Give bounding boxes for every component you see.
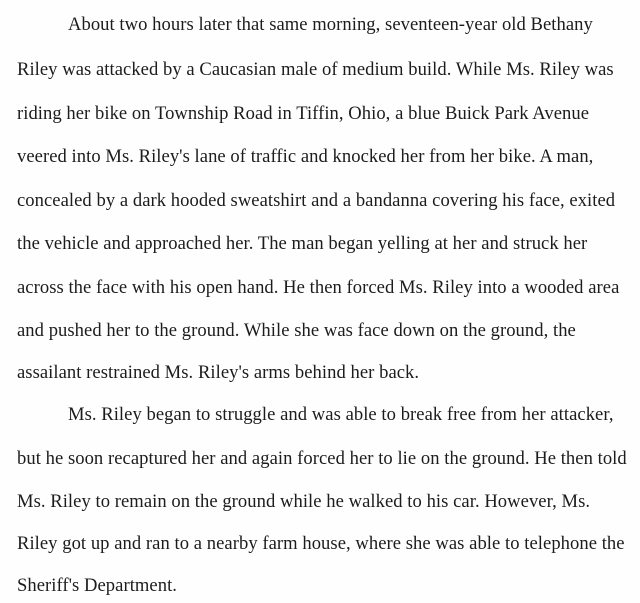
text-line: Sheriff's Department. — [17, 575, 177, 596]
text-line: veered into Ms. Riley's lane of traffic and knocked her from her bike. A man, — [17, 146, 594, 167]
text-line: and pushed her to the ground. While she was face down on the ground, the — [17, 320, 576, 341]
text-line: Riley got up and ran to a nearby farm house, where she was able to telephone the — [17, 533, 625, 554]
text-line: riding her bike on Township Road in Tiffin, Ohio, a blue Buick Park Avenue — [17, 103, 590, 124]
text-line: but he soon recaptured her and again forced her to lie on the ground. He then told — [17, 448, 627, 469]
text-line: concealed by a dark hooded sweatshirt and a bandanna covering his face, exited — [17, 190, 616, 211]
text-line: Ms. Riley to remain on the ground while he walked to his car. However, Ms. — [17, 491, 591, 512]
text-line: assailant restrained Ms. Riley's arms behind her back. — [17, 362, 420, 383]
text-line: across the face with his open hand. He then forced Ms. Riley into a wooded area — [17, 277, 620, 298]
text-line: the vehicle and approached her. The man began yelling at her and struck her — [17, 233, 588, 254]
text-line: Riley was attacked by a Caucasian male of medium build. While Ms. Riley was — [17, 59, 614, 80]
text-line: Ms. Riley began to struggle and was able to break free from her attacker, — [68, 404, 614, 425]
text-line: About two hours later that same morning, seventeen-year old Bethany — [68, 14, 593, 35]
